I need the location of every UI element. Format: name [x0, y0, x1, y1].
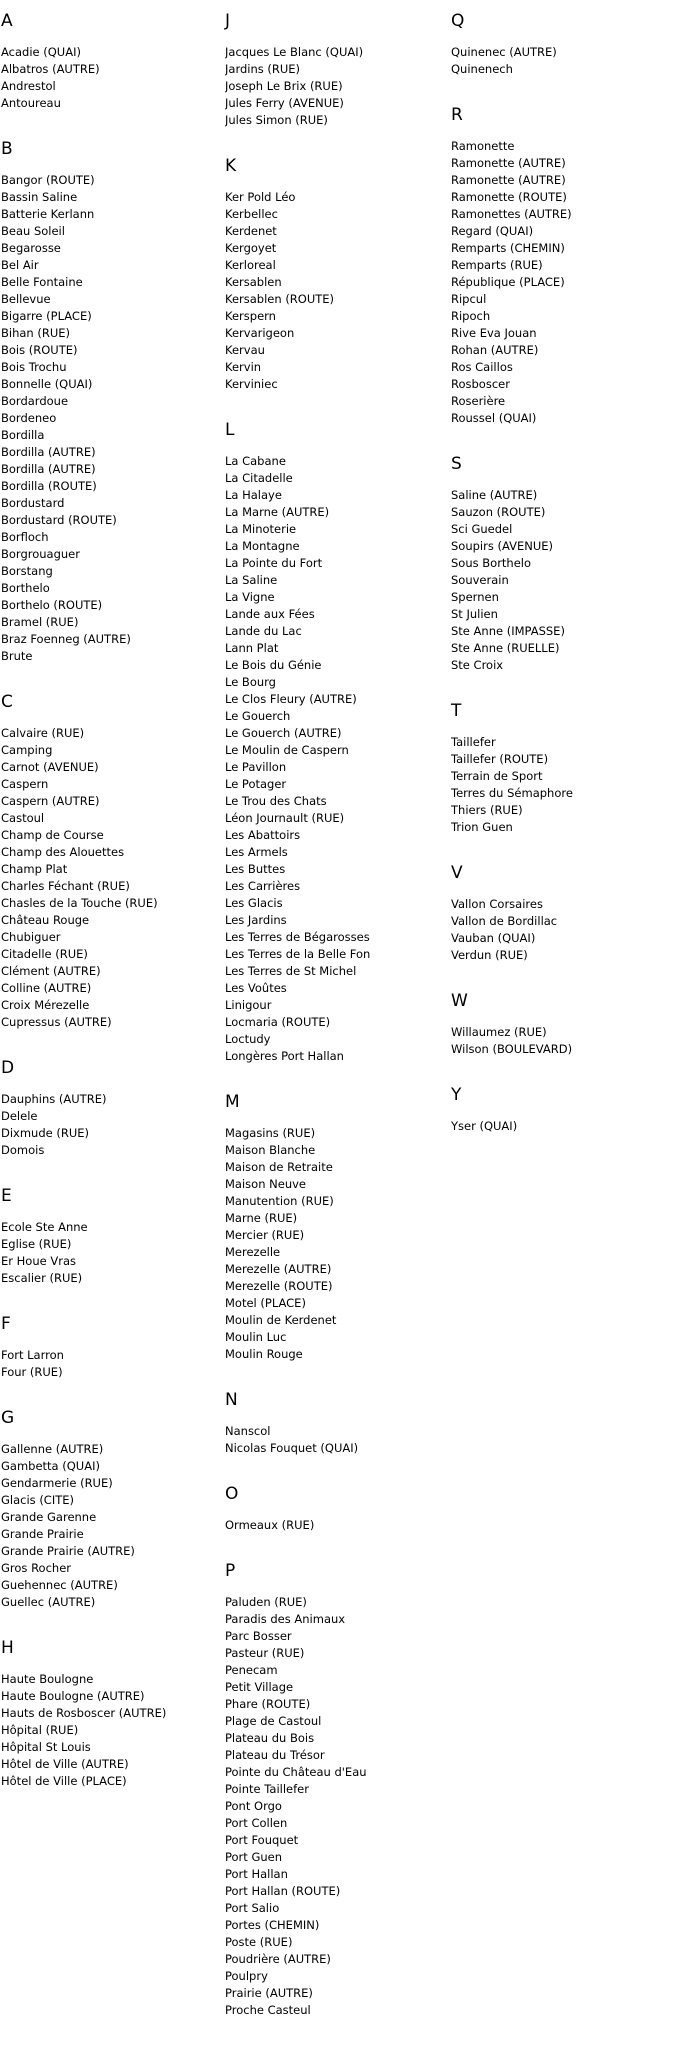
letter-heading: A	[1, 11, 13, 31]
street-link[interactable]: Maison Neuve	[225, 1177, 306, 1191]
street-link[interactable]: Kerspern	[225, 309, 276, 323]
street-link[interactable]: Calvaire (RUE)	[1, 726, 85, 740]
street-link[interactable]: Lande aux Fées	[225, 607, 315, 621]
street-link[interactable]: La Marne (AUTRE)	[225, 505, 330, 519]
street-list	[1, 1671, 219, 1790]
street-link[interactable]: Proche Casteul	[225, 2003, 311, 2017]
street-link[interactable]: Le Bois du Génie	[225, 658, 322, 672]
street-link[interactable]: Ripoch	[451, 309, 491, 323]
street-link[interactable]: Ste Anne (IMPASSE)	[451, 624, 565, 638]
street-link[interactable]: Saline (AUTRE)	[451, 488, 538, 502]
street-link[interactable]: Moulin de Kerdenet	[225, 1313, 337, 1327]
street-link[interactable]: Charles Féchant (RUE)	[1, 879, 130, 893]
street-link[interactable]: Poste (RUE)	[225, 1935, 293, 1949]
street-link[interactable]: Merezelle	[225, 1245, 281, 1259]
street-link[interactable]: Sauzon (ROUTE)	[451, 505, 546, 519]
street-link[interactable]: Chasles de la Touche (RUE)	[1, 896, 158, 910]
street-link[interactable]: Remparts (RUE)	[451, 258, 543, 272]
street-link[interactable]: Nanscol	[225, 1424, 271, 1438]
street-link[interactable]: Kerbellec	[225, 207, 278, 221]
street-link[interactable]: Bassin Saline	[1, 190, 78, 204]
street-link[interactable]: Prairie (AUTRE)	[225, 1986, 313, 2000]
street-link[interactable]: Beau Soleil	[1, 224, 65, 238]
street-index-column-1	[1, 10, 219, 1816]
street-link[interactable]: Haute Boulogne (AUTRE)	[1, 1689, 145, 1703]
street-link[interactable]: Lande du Lac	[225, 624, 302, 638]
street-link[interactable]: Haute Boulogne	[1, 1672, 94, 1686]
street-link[interactable]: Maison de Retraite	[225, 1160, 333, 1174]
street-list	[1, 1441, 219, 1611]
street-link[interactable]: Plateau du Trésor	[225, 1748, 325, 1762]
street-list	[225, 1594, 443, 2019]
street-link[interactable]: Ramonette	[451, 139, 515, 153]
street-link[interactable]: Bigarre (PLACE)	[1, 309, 92, 323]
letter-group	[1, 10, 219, 112]
street-link[interactable]: La Halaye	[225, 488, 282, 502]
street-list	[1, 1219, 219, 1287]
street-link[interactable]: La Montagne	[225, 539, 300, 553]
street-link[interactable]: Bordustard	[1, 496, 65, 510]
letter-heading: L	[225, 420, 235, 440]
street-link[interactable]: Bangor (ROUTE)	[1, 173, 95, 187]
street-link[interactable]: Champ des Alouettes	[1, 845, 125, 859]
street-link[interactable]: Clément (AUTRE)	[1, 964, 101, 978]
letter-group	[1, 691, 219, 1031]
street-link[interactable]: Terres du Sémaphore	[451, 786, 573, 800]
street-link[interactable]: Gendarmerie (RUE)	[1, 1476, 113, 1490]
street-link[interactable]: Ros Caillos	[451, 360, 513, 374]
street-link[interactable]: Er Houe Vras	[1, 1254, 76, 1268]
street-link[interactable]: Bel Air	[1, 258, 39, 272]
street-link[interactable]: Kerviniec	[225, 377, 278, 391]
street-link[interactable]: Bordilla (AUTRE)	[1, 445, 96, 459]
street-link[interactable]: Yser (QUAI)	[451, 1119, 518, 1133]
street-link[interactable]: Joseph Le Brix (RUE)	[225, 79, 343, 93]
street-list	[225, 189, 443, 393]
street-link[interactable]: Remparts (CHEMIN)	[451, 241, 565, 255]
street-link[interactable]: Hôtel de Ville (PLACE)	[1, 1774, 127, 1788]
street-link[interactable]: Carnot (AVENUE)	[1, 760, 99, 774]
street-link[interactable]: Ste Anne (RUELLE)	[451, 641, 560, 655]
letter-heading: G	[1, 1408, 15, 1428]
street-link[interactable]: Cupressus (AUTRE)	[1, 1015, 112, 1029]
street-link[interactable]: Le Pavillon	[225, 760, 287, 774]
street-link[interactable]: Château Rouge	[1, 913, 90, 927]
street-link[interactable]: Chubiguer	[1, 930, 61, 944]
street-list	[225, 1517, 443, 1534]
street-link[interactable]: Borgrouaguer	[1, 547, 80, 561]
street-link[interactable]: Souverain	[451, 573, 509, 587]
street-link[interactable]: Kerloreal	[225, 258, 276, 272]
street-link[interactable]: Ste Croix	[451, 658, 504, 672]
street-link[interactable]: Borthelo	[1, 581, 50, 595]
street-link[interactable]: Port Hallan	[225, 1867, 288, 1881]
street-link[interactable]: Bramel (RUE)	[1, 615, 79, 629]
letter-heading: O	[225, 1484, 239, 1504]
street-link[interactable]: Quinenec (AUTRE)	[451, 45, 557, 59]
street-link[interactable]: Brute	[1, 649, 33, 663]
street-link[interactable]: Fort Larron	[1, 1348, 64, 1362]
letter-group	[1, 1057, 219, 1159]
street-link[interactable]: Sous Borthelo	[451, 556, 532, 570]
letter-group	[451, 990, 669, 1058]
street-link[interactable]: Port Collen	[225, 1816, 288, 1830]
street-link[interactable]: Jules Ferry (AVENUE)	[225, 96, 344, 110]
street-link[interactable]: Kervin	[225, 360, 262, 374]
street-link[interactable]: Hôpital St Louis	[1, 1740, 91, 1754]
street-link[interactable]: Guehennec (AUTRE)	[1, 1578, 118, 1592]
letter-heading: E	[1, 1186, 12, 1206]
street-link[interactable]: Verdun (RUE)	[451, 948, 528, 962]
street-link[interactable]: Linigour	[225, 998, 272, 1012]
letter-heading: C	[1, 692, 13, 712]
street-link[interactable]: Pasteur (RUE)	[225, 1646, 305, 1660]
street-link[interactable]: Vallon de Bordillac	[451, 914, 558, 928]
street-list	[225, 44, 443, 129]
letter-group	[225, 155, 443, 393]
street-link[interactable]: Thiers (RUE)	[451, 803, 523, 817]
street-link[interactable]: Gros Rocher	[1, 1561, 71, 1575]
street-link[interactable]: Nicolas Fouquet (QUAI)	[225, 1441, 359, 1455]
street-link[interactable]: Sci Guedel	[451, 522, 513, 536]
street-link[interactable]: Les Glacis	[225, 896, 283, 910]
street-link[interactable]: Penecam	[225, 1663, 278, 1677]
street-list	[451, 138, 669, 427]
street-link[interactable]: Bordardoue	[1, 394, 69, 408]
street-link[interactable]: Grande Garenne	[1, 1510, 97, 1524]
street-link[interactable]: Ramonette (AUTRE)	[451, 156, 566, 170]
street-link[interactable]: Poulpry	[225, 1969, 268, 1983]
street-link[interactable]: Petit Village	[225, 1680, 294, 1694]
street-link[interactable]: Les Terres de Bégarosses	[225, 930, 370, 944]
street-link[interactable]: Taillefer (ROUTE)	[451, 752, 549, 766]
street-list	[451, 896, 669, 964]
street-link[interactable]: Grande Prairie (AUTRE)	[1, 1544, 135, 1558]
letter-heading: F	[1, 1314, 11, 1334]
street-link[interactable]: St Julien	[451, 607, 498, 621]
street-link[interactable]: Croix Mérezelle	[1, 998, 90, 1012]
street-link[interactable]: Grande Prairie	[1, 1527, 84, 1541]
letter-group	[1, 1313, 219, 1381]
street-link[interactable]: Portes (CHEMIN)	[225, 1918, 320, 1932]
street-link[interactable]: Regard (QUAI)	[451, 224, 534, 238]
street-link[interactable]: Glacis (CITE)	[1, 1493, 75, 1507]
street-link[interactable]: Marne (RUE)	[225, 1211, 298, 1225]
street-link[interactable]: Ripcul	[451, 292, 487, 306]
letter-heading: B	[1, 139, 13, 159]
street-link[interactable]: Pointe Taillefer	[225, 1782, 309, 1796]
street-link[interactable]: Bordeneo	[1, 411, 57, 425]
street-link[interactable]: La Minoterie	[225, 522, 297, 536]
street-list	[1, 44, 219, 112]
letter-group	[451, 453, 669, 674]
street-link[interactable]: Les Armels	[225, 845, 288, 859]
street-link[interactable]: La Cabane	[225, 454, 286, 468]
letter-group	[451, 700, 669, 836]
street-link[interactable]: Locmaria (ROUTE)	[225, 1015, 331, 1029]
street-link[interactable]: Bihan (RUE)	[1, 326, 71, 340]
letter-group	[225, 1091, 443, 1363]
street-link[interactable]: Les Jardins	[225, 913, 287, 927]
street-link[interactable]: Longères Port Hallan	[225, 1049, 344, 1063]
letter-group	[225, 419, 443, 1065]
letter-heading: V	[451, 863, 463, 883]
letter-group	[1, 138, 219, 665]
street-link[interactable]: Kersablen	[225, 275, 282, 289]
street-link[interactable]: Le Moulin de Caspern	[225, 743, 349, 757]
letter-heading: S	[451, 454, 462, 474]
street-link[interactable]: Bordilla	[1, 428, 45, 442]
street-link[interactable]: Begarosse	[1, 241, 61, 255]
street-link[interactable]: République (PLACE)	[451, 275, 565, 289]
street-link[interactable]: Poudrière (AUTRE)	[225, 1952, 331, 1966]
street-link[interactable]: Le Bourg	[225, 675, 276, 689]
street-link[interactable]: Pont Orgo	[225, 1799, 282, 1813]
street-link[interactable]: Plage de Castoul	[225, 1714, 322, 1728]
street-link[interactable]: Les Abattoirs	[225, 828, 301, 842]
street-link[interactable]: Castoul	[1, 811, 45, 825]
street-link[interactable]: Borfloch	[1, 530, 49, 544]
letter-heading: J	[225, 11, 231, 31]
street-list	[451, 44, 669, 78]
street-link[interactable]: Belle Fontaine	[1, 275, 83, 289]
street-list	[451, 1118, 669, 1135]
street-link[interactable]: Ramonettes (AUTRE)	[451, 207, 572, 221]
street-list	[1, 725, 219, 1031]
street-link[interactable]: Plateau du Bois	[225, 1731, 315, 1745]
street-link[interactable]: Braz Foenneg (AUTRE)	[1, 632, 131, 646]
letter-heading: W	[451, 991, 468, 1011]
street-link[interactable]: Léon Journault (RUE)	[225, 811, 345, 825]
letter-group	[451, 862, 669, 964]
street-link[interactable]: Colline (AUTRE)	[1, 981, 92, 995]
letter-group	[225, 1483, 443, 1534]
street-link[interactable]: Magasins (RUE)	[225, 1126, 316, 1140]
street-link[interactable]: Jules Simon (RUE)	[225, 113, 328, 127]
street-link[interactable]: La Vigne	[225, 590, 275, 604]
street-link[interactable]: Les Buttes	[225, 862, 286, 876]
letter-group	[1, 1185, 219, 1287]
letter-heading: R	[451, 105, 463, 125]
street-link[interactable]: Jardins (RUE)	[225, 62, 301, 76]
street-link[interactable]: Albatros (AUTRE)	[1, 62, 100, 76]
street-list	[451, 734, 669, 836]
letter-group	[225, 1389, 443, 1457]
street-link[interactable]: Borthelo (ROUTE)	[1, 598, 103, 612]
street-link[interactable]: Bordilla (ROUTE)	[1, 479, 97, 493]
street-link[interactable]: Kerdenet	[225, 224, 277, 238]
street-link[interactable]: Caspern (AUTRE)	[1, 794, 100, 808]
street-list	[225, 453, 443, 1065]
street-link[interactable]: Camping	[1, 743, 53, 757]
street-link[interactable]: Vauban (QUAI)	[451, 931, 536, 945]
street-link[interactable]: Rohan (AUTRE)	[451, 343, 539, 357]
street-link[interactable]: Batterie Kerlann	[1, 207, 95, 221]
street-link[interactable]: Bois (ROUTE)	[1, 343, 78, 357]
letter-group	[225, 1560, 443, 2019]
street-index-column-2	[225, 10, 443, 2045]
street-link[interactable]: Bois Trochu	[1, 360, 67, 374]
street-link[interactable]: Wilson (BOULEVARD)	[451, 1042, 573, 1056]
letter-heading: H	[1, 1638, 14, 1658]
street-link[interactable]: Loctudy	[225, 1032, 271, 1046]
street-link[interactable]: Le Clos Fleury (AUTRE)	[225, 692, 357, 706]
street-link[interactable]: Kergoyet	[225, 241, 277, 255]
street-link[interactable]: Rive Eva Jouan	[451, 326, 537, 340]
street-link[interactable]: Bordustard (ROUTE)	[1, 513, 117, 527]
street-link[interactable]: La Pointe du Fort	[225, 556, 323, 570]
street-link[interactable]: Citadelle (RUE)	[1, 947, 88, 961]
street-link[interactable]: Kervarigeon	[225, 326, 295, 340]
street-link[interactable]: Mercier (RUE)	[225, 1228, 305, 1242]
street-link[interactable]: Eglise (RUE)	[1, 1237, 72, 1251]
street-link[interactable]: Phare (ROUTE)	[225, 1697, 311, 1711]
street-link[interactable]: Merezelle (AUTRE)	[225, 1262, 332, 1276]
street-list	[1, 172, 219, 665]
street-link[interactable]: Taillefer	[451, 735, 496, 749]
street-link[interactable]: Dixmude (RUE)	[1, 1126, 90, 1140]
street-link[interactable]: Paradis des Animaux	[225, 1612, 346, 1626]
street-link[interactable]: Spernen	[451, 590, 499, 604]
street-link[interactable]: Vallon Corsaires	[451, 897, 543, 911]
street-link[interactable]: Port Fouquet	[225, 1833, 299, 1847]
letter-heading: P	[225, 1561, 236, 1581]
street-link[interactable]: Ormeaux (RUE)	[225, 1518, 315, 1532]
street-link[interactable]: Terrain de Sport	[451, 769, 543, 783]
street-link[interactable]: Champ Plat	[1, 862, 68, 876]
street-list	[451, 487, 669, 674]
street-link[interactable]: Ecole Ste Anne	[1, 1220, 88, 1234]
street-link[interactable]: Guellec (AUTRE)	[1, 1595, 96, 1609]
street-link[interactable]: Manutention (RUE)	[225, 1194, 334, 1208]
street-link[interactable]: Hôpital (RUE)	[1, 1723, 79, 1737]
letter-heading: M	[225, 1092, 240, 1112]
street-link[interactable]: Merezelle (ROUTE)	[225, 1279, 333, 1293]
street-link[interactable]: Trion Guen	[451, 820, 513, 834]
street-link[interactable]: Bordilla (AUTRE)	[1, 462, 96, 476]
street-link[interactable]: Port Guen	[225, 1850, 283, 1864]
street-list	[225, 1423, 443, 1457]
street-link[interactable]: Parc Bosser	[225, 1629, 292, 1643]
letter-heading: T	[451, 701, 462, 721]
street-link[interactable]: Ramonette (AUTRE)	[451, 173, 566, 187]
letter-group	[451, 104, 669, 427]
letter-group	[1, 1637, 219, 1790]
street-link[interactable]: Willaumez (RUE)	[451, 1025, 547, 1039]
street-link[interactable]: Les Carrières	[225, 879, 301, 893]
street-link[interactable]: Delele	[1, 1109, 38, 1123]
street-link[interactable]: Escalier (RUE)	[1, 1271, 83, 1285]
street-link[interactable]: Four (RUE)	[1, 1365, 63, 1379]
street-link[interactable]: Roussel (QUAI)	[451, 411, 537, 425]
letter-heading: Y	[451, 1085, 462, 1105]
letter-group	[1, 1407, 219, 1611]
street-link[interactable]: Les Terres de la Belle Fon	[225, 947, 371, 961]
letter-group	[225, 10, 443, 129]
street-link[interactable]: Jacques Le Blanc (QUAI)	[225, 45, 364, 59]
street-link[interactable]: Borstang	[1, 564, 53, 578]
street-link[interactable]: Acadie (QUAI)	[1, 45, 81, 59]
street-link[interactable]: Le Gouerch (AUTRE)	[225, 726, 342, 740]
street-link[interactable]: Rosboscer	[451, 377, 510, 391]
street-link[interactable]: Bonnelle (QUAI)	[1, 377, 93, 391]
street-list	[225, 1125, 443, 1363]
street-link[interactable]: Port Salio	[225, 1901, 280, 1915]
street-link[interactable]: Quinenech	[451, 62, 513, 76]
street-link[interactable]: Antoureau	[1, 96, 61, 110]
street-link[interactable]: Kersablen (ROUTE)	[225, 292, 335, 306]
street-link[interactable]: La Citadelle	[225, 471, 293, 485]
street-link[interactable]: Champ de Course	[1, 828, 104, 842]
street-link[interactable]: Les Terres de St Michel	[225, 964, 357, 978]
street-link[interactable]: Motel (PLACE)	[225, 1296, 306, 1310]
street-link[interactable]: Paluden (RUE)	[225, 1595, 307, 1609]
street-link[interactable]: Caspern	[1, 777, 49, 791]
street-link[interactable]: Roserière	[451, 394, 506, 408]
street-link[interactable]: Dauphins (AUTRE)	[1, 1092, 107, 1106]
letter-group	[451, 10, 669, 78]
letter-heading: D	[1, 1058, 15, 1078]
street-link[interactable]: Ramonette (ROUTE)	[451, 190, 567, 204]
street-link[interactable]: Le Potager	[225, 777, 287, 791]
letter-heading: N	[225, 1390, 238, 1410]
street-link[interactable]: Hauts de Rosboscer (AUTRE)	[1, 1706, 167, 1720]
street-list	[1, 1347, 219, 1381]
street-link[interactable]: Port Hallan (ROUTE)	[225, 1884, 341, 1898]
street-link[interactable]: Soupirs (AVENUE)	[451, 539, 554, 553]
street-link[interactable]: Lann Plat	[225, 641, 279, 655]
street-list	[1, 1091, 219, 1159]
street-link[interactable]: Kervau	[225, 343, 265, 357]
street-list	[451, 1024, 669, 1058]
street-link[interactable]: Hôtel de Ville (AUTRE)	[1, 1757, 129, 1771]
street-link[interactable]: Domois	[1, 1143, 45, 1157]
street-link[interactable]: Andrestol	[1, 79, 56, 93]
street-link[interactable]: Ker Pold Léo	[225, 190, 296, 204]
letter-heading: Q	[451, 11, 465, 31]
street-link[interactable]: Moulin Rouge	[225, 1347, 303, 1361]
street-link[interactable]: Gambetta (QUAI)	[1, 1459, 100, 1473]
letter-heading: K	[225, 156, 237, 176]
street-link[interactable]: Pointe du Château d'Eau	[225, 1765, 367, 1779]
street-link[interactable]: Maison Blanche	[225, 1143, 316, 1157]
street-link[interactable]: La Saline	[225, 573, 278, 587]
street-link[interactable]: Gallenne (AUTRE)	[1, 1442, 104, 1456]
street-link[interactable]: Le Trou des Chats	[225, 794, 327, 808]
street-index-column-3	[451, 10, 669, 1161]
street-link[interactable]: Bellevue	[1, 292, 51, 306]
letter-group	[451, 1084, 669, 1135]
street-link[interactable]: Moulin Luc	[225, 1330, 287, 1344]
street-link[interactable]: Les Voûtes	[225, 981, 287, 995]
street-link[interactable]: Le Gouerch	[225, 709, 291, 723]
